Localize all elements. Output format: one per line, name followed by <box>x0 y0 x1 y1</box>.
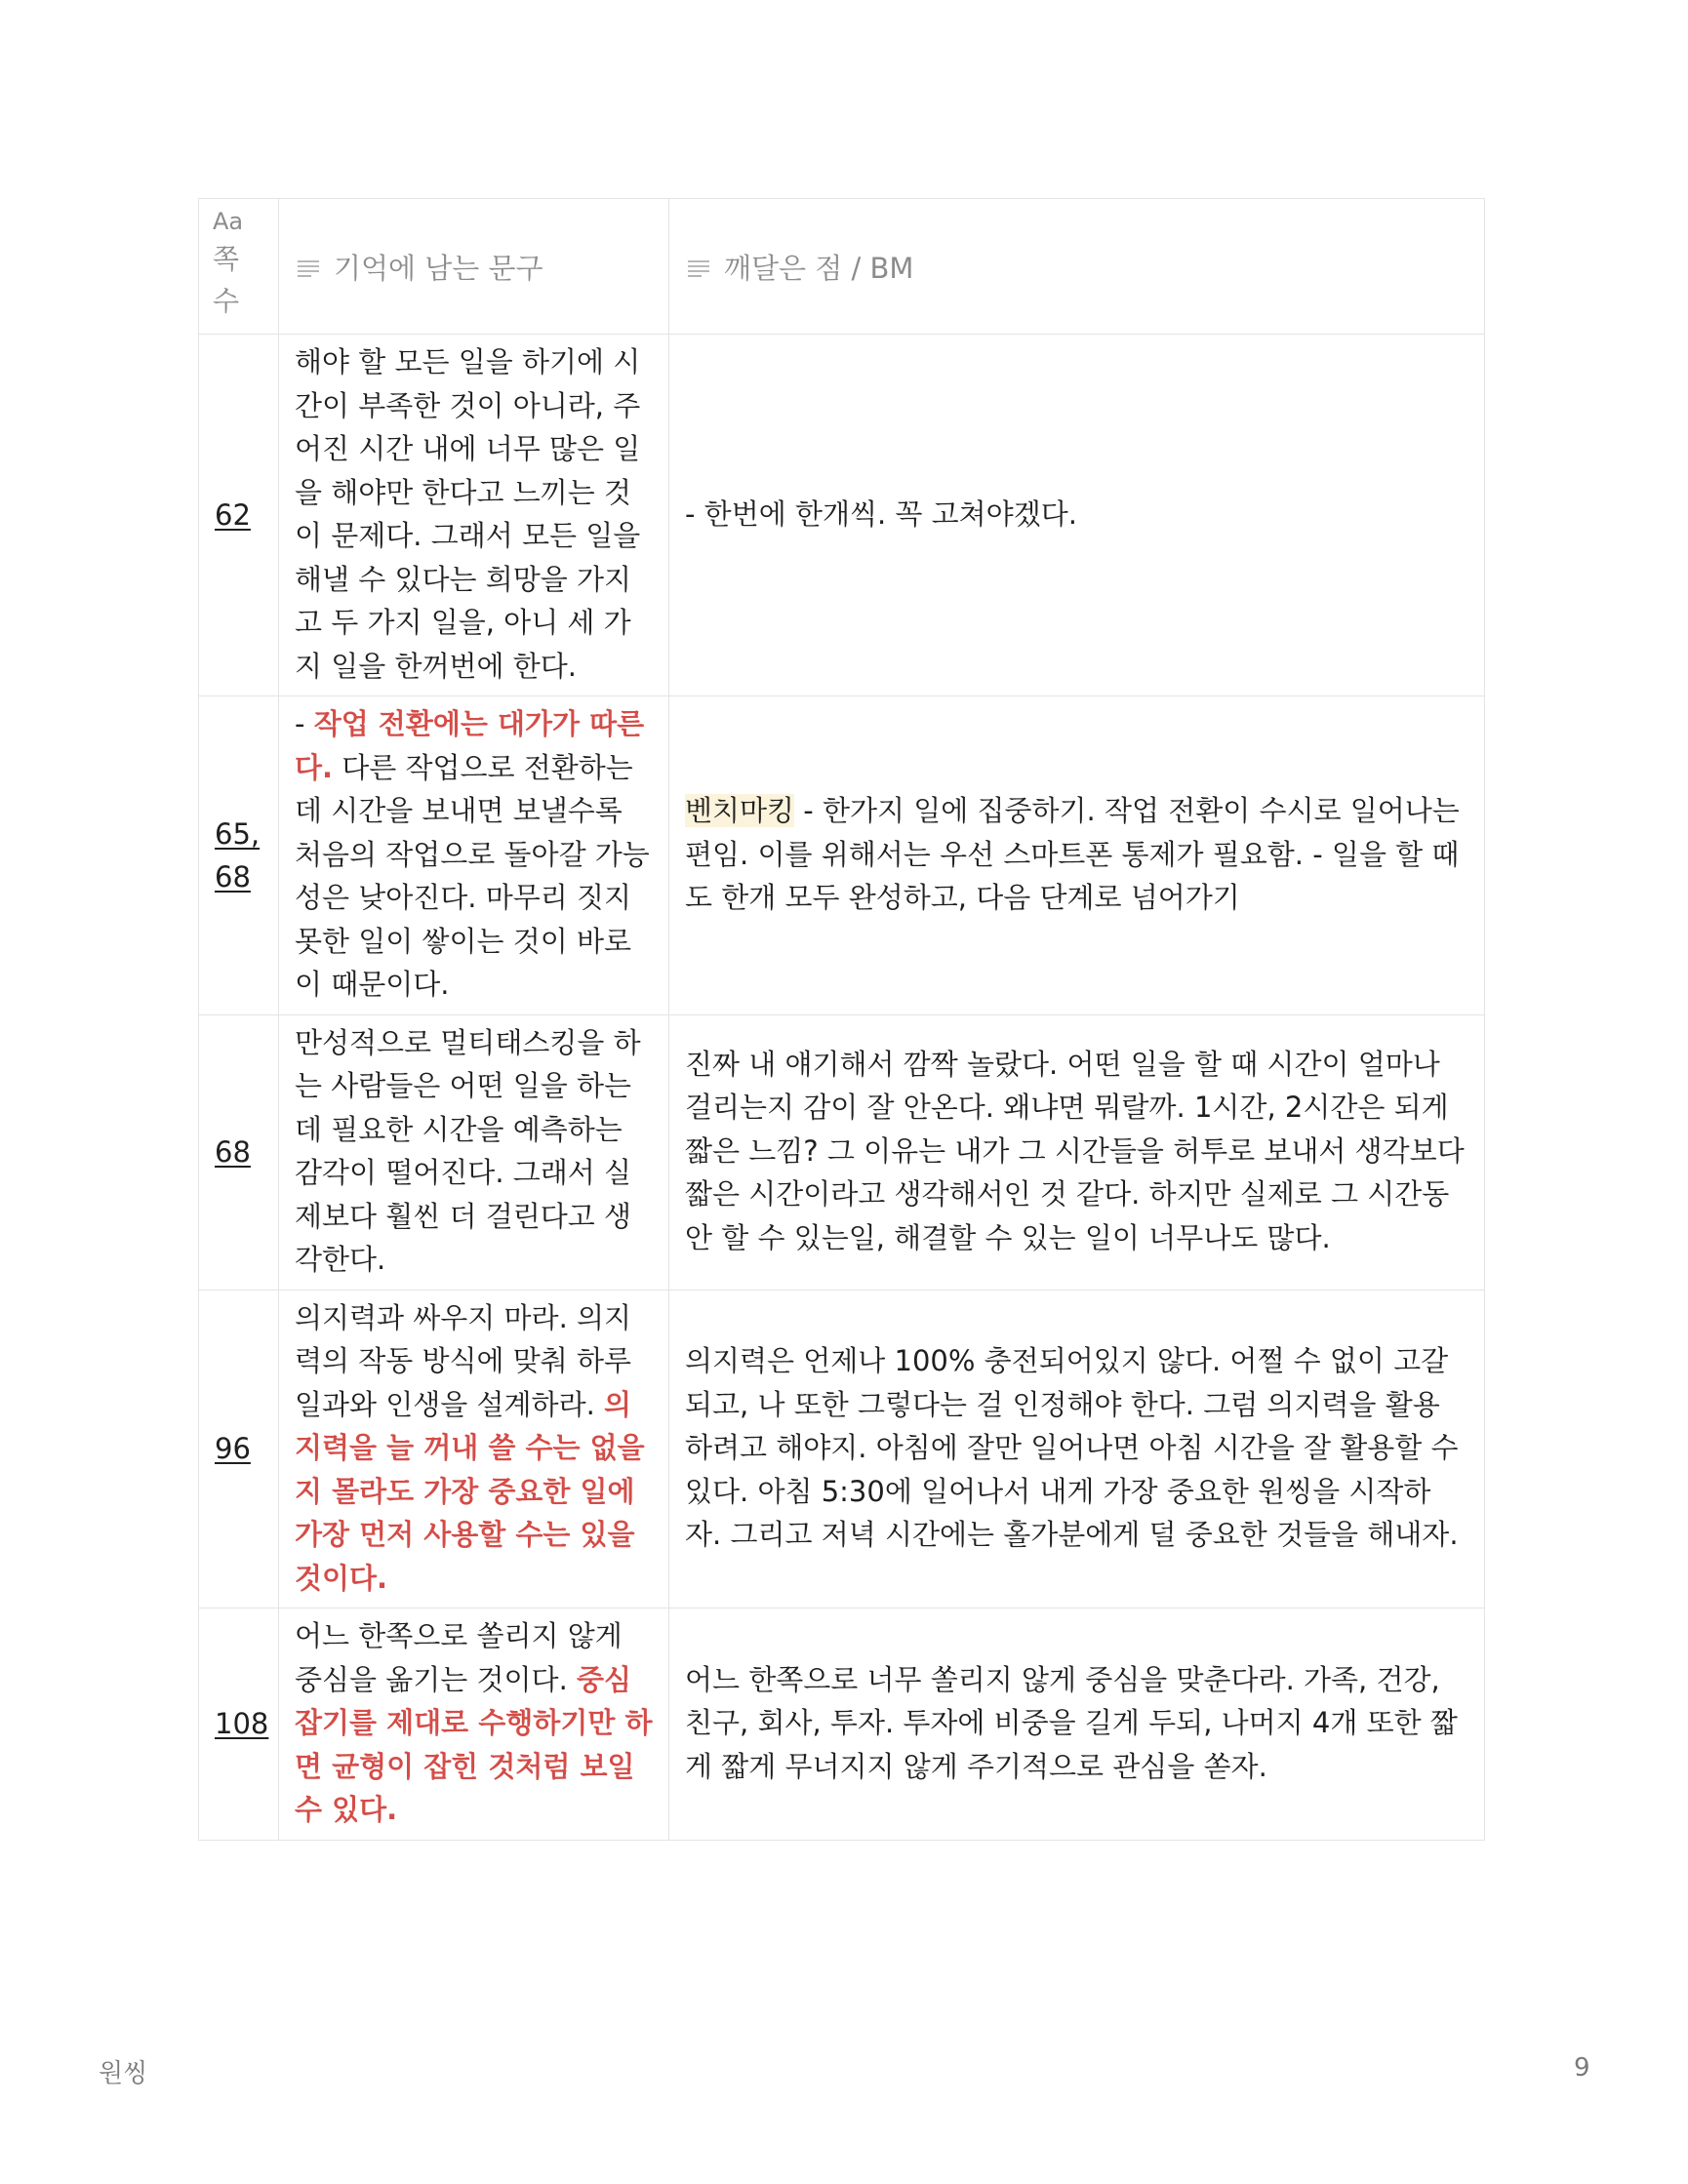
highlighted-quote: 중심잡기를 제대로 수행하기만 하면 균형이 잡힌 것처럼 보일 수 있다. <box>295 1662 653 1826</box>
table-row <box>199 696 1485 1015</box>
page-number-cell[interactable] <box>199 1608 279 1841</box>
quote-cell[interactable]: 어느 한쪽으로 쏠리지 않게 중심을 옮기는 것이다. 중심잡기를 제대로 수행하기만 하면 균형이 잡힌 것처럼 보일 수 있다. <box>279 1608 669 1841</box>
footer-document-title: 원씽 <box>99 2059 148 2088</box>
footer-page-number: 9 <box>1574 2053 1590 2083</box>
bm-cell[interactable]: 의지력은 언제나 100% 충전되어있지 않다. 어쩔 수 없이 고갈되고, 나 또한 그렇다는 걸 인정해야 한다. 그럼 의지력을 활용하려고 해야지. 아침에 잘만 일어나면 아침 시간을 잘 활용할 수 있다. 아침 5:30에 일어나서 내게 가장 중요한 원씽을 시작하자. 그리고 저녁 시간에는 홀가분에게 덜 중요한 것들을 해내자. <box>669 1290 1485 1608</box>
page-link[interactable]: 62 <box>215 498 251 532</box>
bm-cell[interactable]: 어느 한쪽으로 너무 쏠리지 않게 중심을 맞춘다라. 가족, 건강, 친구, 회사, 투자. 투자에 비중을 길게 두되, 나머지 4개 또한 짧게 짧게 무너지지 않게 주기적으로 관심을 쏟자. <box>669 1608 1485 1841</box>
bm-cell[interactable]: - 한번에 한개씩. 꼭 고쳐야겠다. <box>669 335 1485 696</box>
quote-cell[interactable]: 만성적으로 멀티태스킹을 하는 사람들은 어떤 일을 하는 데 필요한 시간을 예측하는 감각이 떨어진다. 그래서 실제보다 훨씬 더 걸린다고 생각한다. <box>279 1014 669 1290</box>
page-link[interactable]: 108 <box>215 1707 269 1741</box>
highlighted-quote: 의지력을 늘 꺼내 쓸 수는 없을지 몰라도 가장 중요한 일에 가장 먼저 사용할 수는 있을 것이다. <box>295 1387 645 1595</box>
column-header-page[interactable]: Aa 쪽 수 <box>199 199 279 335</box>
quote-cell[interactable]: - 작업 전환에는 대가가 따른다. 다른 작업으로 전환하는 데 시간을 보내면 보낼수록 처음의 작업으로 돌아갈 가능성은 낮아진다. 마무리 짓지 못한 일이 쌓이는 것이 바로 이 때문이다. <box>279 696 669 1015</box>
column-header-bm[interactable] <box>669 199 1485 335</box>
reading-notes-table <box>198 198 1485 1841</box>
bm-cell[interactable]: 진짜 내 얘기해서 깜짝 놀랐다. 어떤 일을 할 때 시간이 얼마나 걸리는지 감이 잘 안온다. 왜냐면 뭐랄까. 1시간, 2시간은 되게 짧은 느낌? 그 이유는 내가 그 시간들을 허투로 보내서 생각보다 짧은 시간이라고 생각해서인 것 같다. 하지만 실제로 그 시간동안 할 수 있는일, 해결할 수 있는 일이 너무나도 많다. <box>669 1014 1485 1290</box>
quote-cell[interactable]: 해야 할 모든 일을 하기에 시간이 부족한 것이 아니라, 주어진 시간 내에 너무 많은 일을 해야만 한다고 느끼는 것이 문제다. 그래서 모든 일을 해낼 수 있다는 희망을 가지고 두 가지 일을, 아니 세 가지 일을 한꺼번에 한다. <box>279 335 669 696</box>
page-number-cell[interactable] <box>199 1290 279 1608</box>
bm-cell[interactable]: 벤치마킹 - 한가지 일에 집중하기. 작업 전환이 수시로 일어나는 편임. 이를 위해서는 우선 스마트폰 통제가 필요함. - 일을 할 때도 한개 모두 완성하고, 다음 단계로 넘어가기 <box>669 696 1485 1015</box>
highlight-mark: 벤치마킹 <box>685 794 795 827</box>
page-link[interactable]: 96 <box>215 1432 251 1466</box>
page-number-cell[interactable] <box>199 335 279 696</box>
table-row <box>199 335 1485 696</box>
table-row <box>199 1608 1485 1841</box>
highlighted-quote: 작업 전환에는 대가가 따른다. <box>295 707 645 784</box>
column-header-quote[interactable] <box>279 199 669 335</box>
page-link[interactable]: 68 <box>215 1135 251 1169</box>
table-row <box>199 1014 1485 1290</box>
page-number-cell[interactable] <box>199 696 279 1015</box>
quote-cell[interactable]: 의지력과 싸우지 마라. 의지력의 작동 방식에 맞춰 하루 일과와 인생을 설계하라. 의지력을 늘 꺼내 쓸 수는 없을지 몰라도 가장 중요한 일에 가장 먼저 사용할 수는 있을 것이다. <box>279 1290 669 1608</box>
table-row <box>199 1290 1485 1608</box>
text-property-icon <box>297 258 320 278</box>
page-link[interactable]: 65, 68 <box>215 816 261 893</box>
column-header-quote-label: 기억에 남는 문구 <box>334 251 543 285</box>
table-header-row <box>199 199 1485 335</box>
page-number-cell[interactable] <box>199 1014 279 1290</box>
column-header-bm-label: 깨달은 점 / BM <box>724 251 914 285</box>
title-property-icon: Aa <box>213 208 244 235</box>
text-property-icon <box>687 258 710 278</box>
